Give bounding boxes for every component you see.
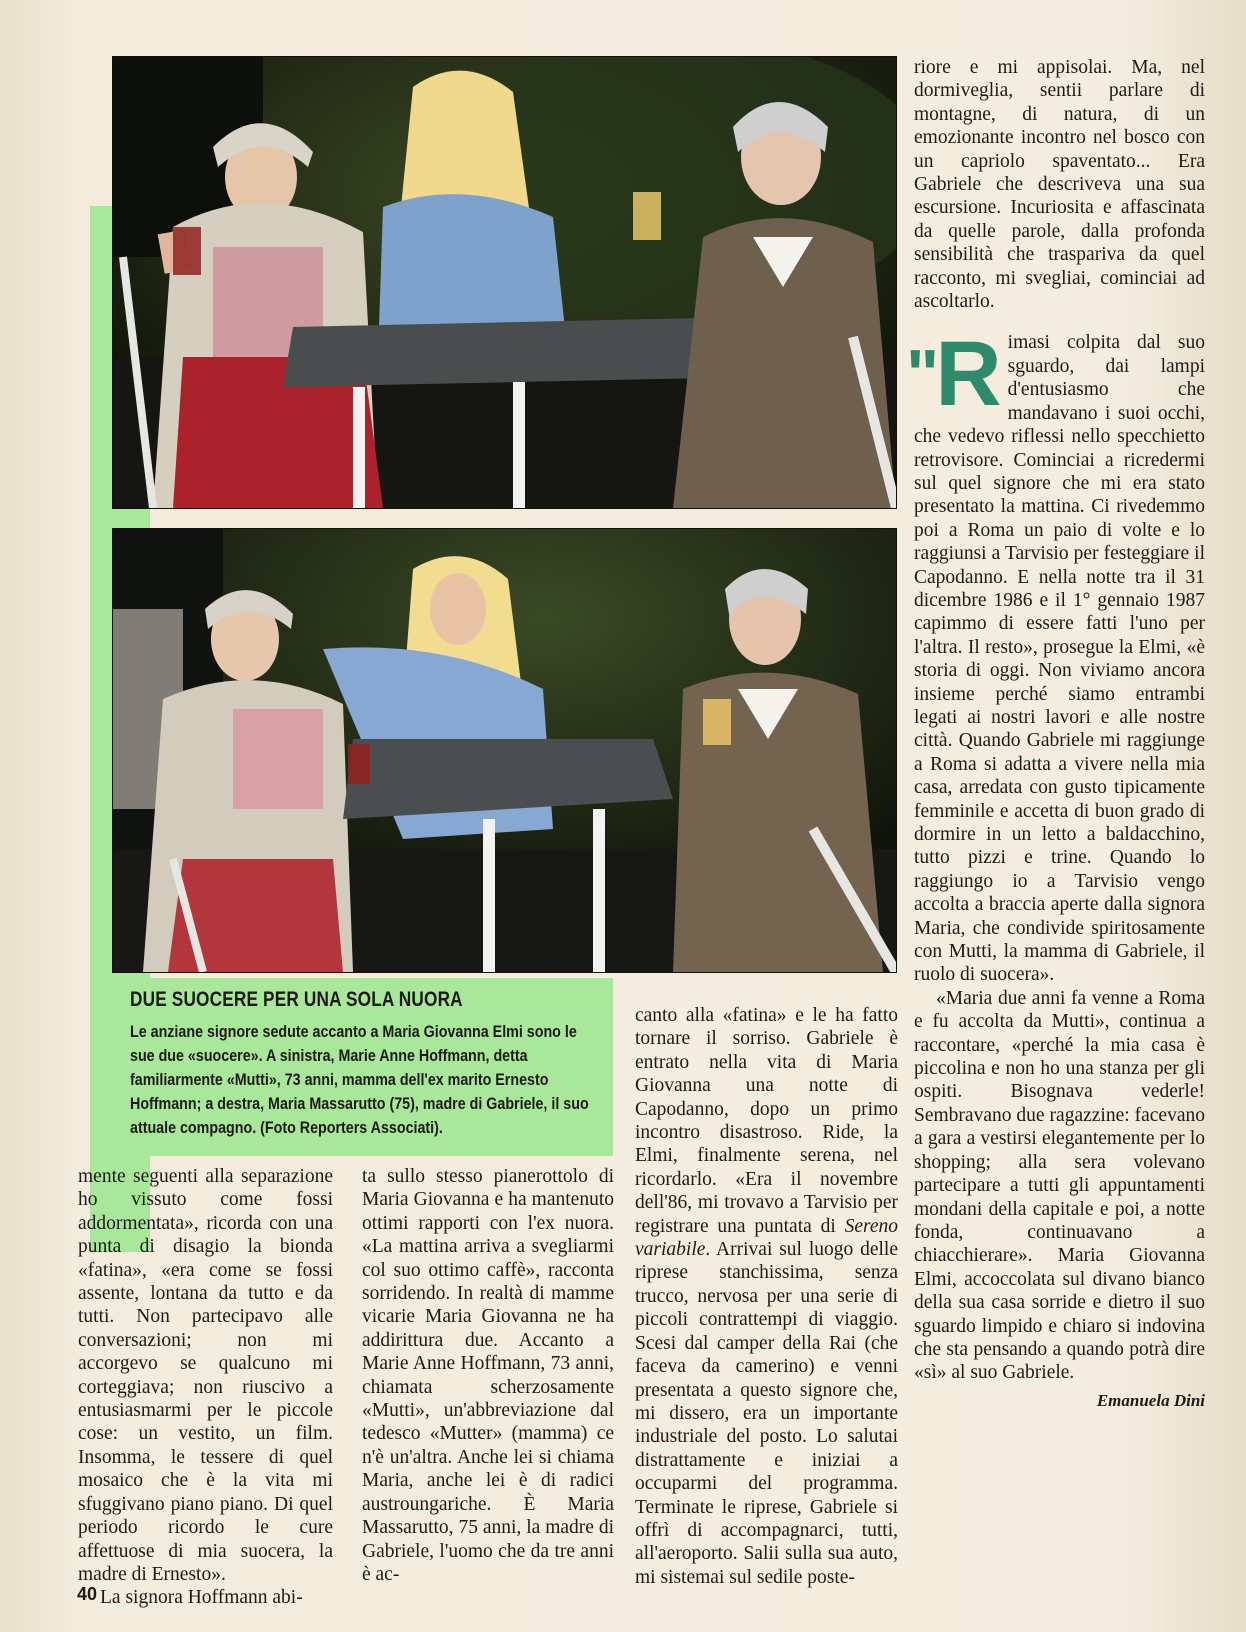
dropcap-quote: ": [906, 335, 940, 414]
article-column-4: [906, 56, 1205, 1412]
dropcap: [906, 323, 1002, 426]
col3-paragraph-1: [635, 1004, 898, 1589]
photo-bottom: [112, 528, 897, 973]
page-number: 40: [77, 1584, 98, 1604]
col3-text-b: . Arrivai sul luogo delle riprese stanchissima, senza trucco, nervosa per una serie di piccoli contrattempi di viaggio. Scesi dal camper della Rai (che faceva da camerino) e venni presentata a questo signore che, mi dissero, era un importante industriale del posto. Lo salutai distrattamente e iniziai a occuparmi del programma. Terminate le riprese, Gabriele si offrì di accompagnarci, tutti, all'aeroporto. Salii sulla sua auto, mi sistemai sul sedile poste-: [635, 1239, 898, 1588]
article-column-1: [78, 1165, 333, 1610]
article-column-2: [362, 1165, 614, 1586]
caption-title: DUE SUOCERE PER UNA SOLA NUORA: [130, 988, 463, 1011]
col2-paragraph-1: ta sullo stesso pianerottolo di Maria Giovanna e ha mantenuto ottimi rapporti con l'ex nuora. «La mattina arriva a svegliarmi col suo ottimo caffè», racconta sorridendo. In realtà di mamme vicarie Maria Giovanna ne ha addirittura due. Accanto a Marie Anne Hoffmann, 73 anni, chiamata scherzosamente «Mutti», un'abbreviazione dal tedesco «Mutter» (mamma) ce n'è un'altra. Anche lei si chiama Maria, anche lei è di radici austroungariche. È Maria Massarutto, 75 anni, la madre di Gabriele, l'uomo che da tre anni è ac-: [362, 1166, 614, 1585]
col1-paragraph-1: mente seguenti alla separazione ho vissuto come fossi addormentata», ricorda con una punta di disagio la bionda «fatina», «era come se fossi assente, lontana da tutto e da tutti. Non partecipavo alle conversazioni; non mi accorgevo se qualcuno mi corteggiava; non riuscivo a entusiasmarmi per le piccole cose: un vestito, un film. Insomma, le tessere di quel mosaico che è la vita mi sfuggivano piano piano. Di quel periodo ricordo le cure affettuose di mia suocera, la madre di Ernesto».: [78, 1166, 333, 1585]
caption-text: Le anziane signore sedute accanto a Maria Giovanna Elmi sono le sue due «suocere». A sinistra, Marie Anne Hoffmann, detta familiarmente «Mutti», 73 anni, mamma dell'ex marito Ernesto Hoffmann; a destra, Maria Massarutto (75), madre di Gabriele, il suo attuale compagno. (Foto Reporters Associati).: [130, 1022, 589, 1137]
photo-bottom-image: [113, 529, 896, 972]
col1-paragraph-2: La signora Hoffmann abi-: [100, 1587, 303, 1609]
col3-text-a: canto alla «fatina» e le ha fatto tornare il sorriso. Gabriele è entrato nella vita di Maria Giovanna una notte di Capodanno, dopo un primo incontro disastroso. Ride, la Elmi, finalmente serena, nel ricordarlo. «Era il novembre dell'86, mi trovavo a Tarvisio per registrare una puntata di: [635, 1005, 898, 1237]
col4-paragraph-1: riore e mi appisolai. Ma, nel dormiveglia, sentii parlare di montagne, di natura, di un emozionante incontro nel bosco con un capriolo spaventato... Era Gabriele che descriveva una sua escursione. Incuriosita e affascinata da quelle parole, dalla profonda sensibilità che traspariva da quel racconto, mi svegliai, cominciai ad ascoltarlo.: [914, 57, 1205, 313]
dropcap-paragraph: [906, 323, 1205, 986]
article-column-3: [635, 1004, 898, 1589]
col3-program-title: Sereno variabile: [635, 1215, 898, 1261]
photo-caption: [112, 978, 613, 1156]
col4-paragraph-2: imasi colpita dal suo sguardo, dai lampi d'entusiasmo che mandavano i suoi occhi, che vedevo riflessi nello specchietto retrovisore. Cominciai a ricredermi sul quel signore che mi era stato presentato la mattina. Ci rivedemmo poi a Roma un paio di volte e lo raggiunsi a Tarvisio per festeggiare il Capodanno. E nella notte tra il 31 dicembre 1986 e il 1° gennaio 1987 capimmo di essere fatti l'uno per l'altra. Il resto», prosegue la Elmi, «è storia di oggi. Non viviamo ancora insieme perché siamo entrambi legati ai nostri lavori e alle nostre città. Quando Gabriele mi raggiunge a Roma si adatta a vivere nella mia casa, arredata con gusto tipicamente femminile e accetta di buon grado di dormire in un letto a baldacchino, tutto pizzi e trine. Quando lo raggiungo io a Tarvisio vengo accolta a braccia aperte dalla signora Maria, che condivide spiritosamente con Mutti, la mamma di Gabriele, il ruolo di suocera».: [914, 332, 1205, 986]
col4-paragraph-3: «Maria due anni fa venne a Roma e fu accolta da Mutti», continua a raccontare, «perché la mia casa è piccolina e non ho una stanza per gli ospiti. Bisognava vederle! Sembravano due ragazzine: facevano a gara a vestirsi elegantemente per lo shopping; alla sera volevano partecipare a tutti gli appuntamenti mondani della capitale e poi, a notte fonda, continuavano a chiacchierare». Maria Giovanna Elmi, accoccolata sul divano bianco della sua casa sorride e dietro il suo sguardo limpido e chiaro si indovina che sta pensando a quando potrà dire «sì» al suo Gabriele.: [914, 987, 1205, 1384]
photo-top-image: [113, 57, 896, 508]
photo-top: [112, 56, 897, 509]
dropcap-letter: R: [935, 323, 1002, 426]
byline: Emanuela Dini: [1096, 1390, 1205, 1410]
